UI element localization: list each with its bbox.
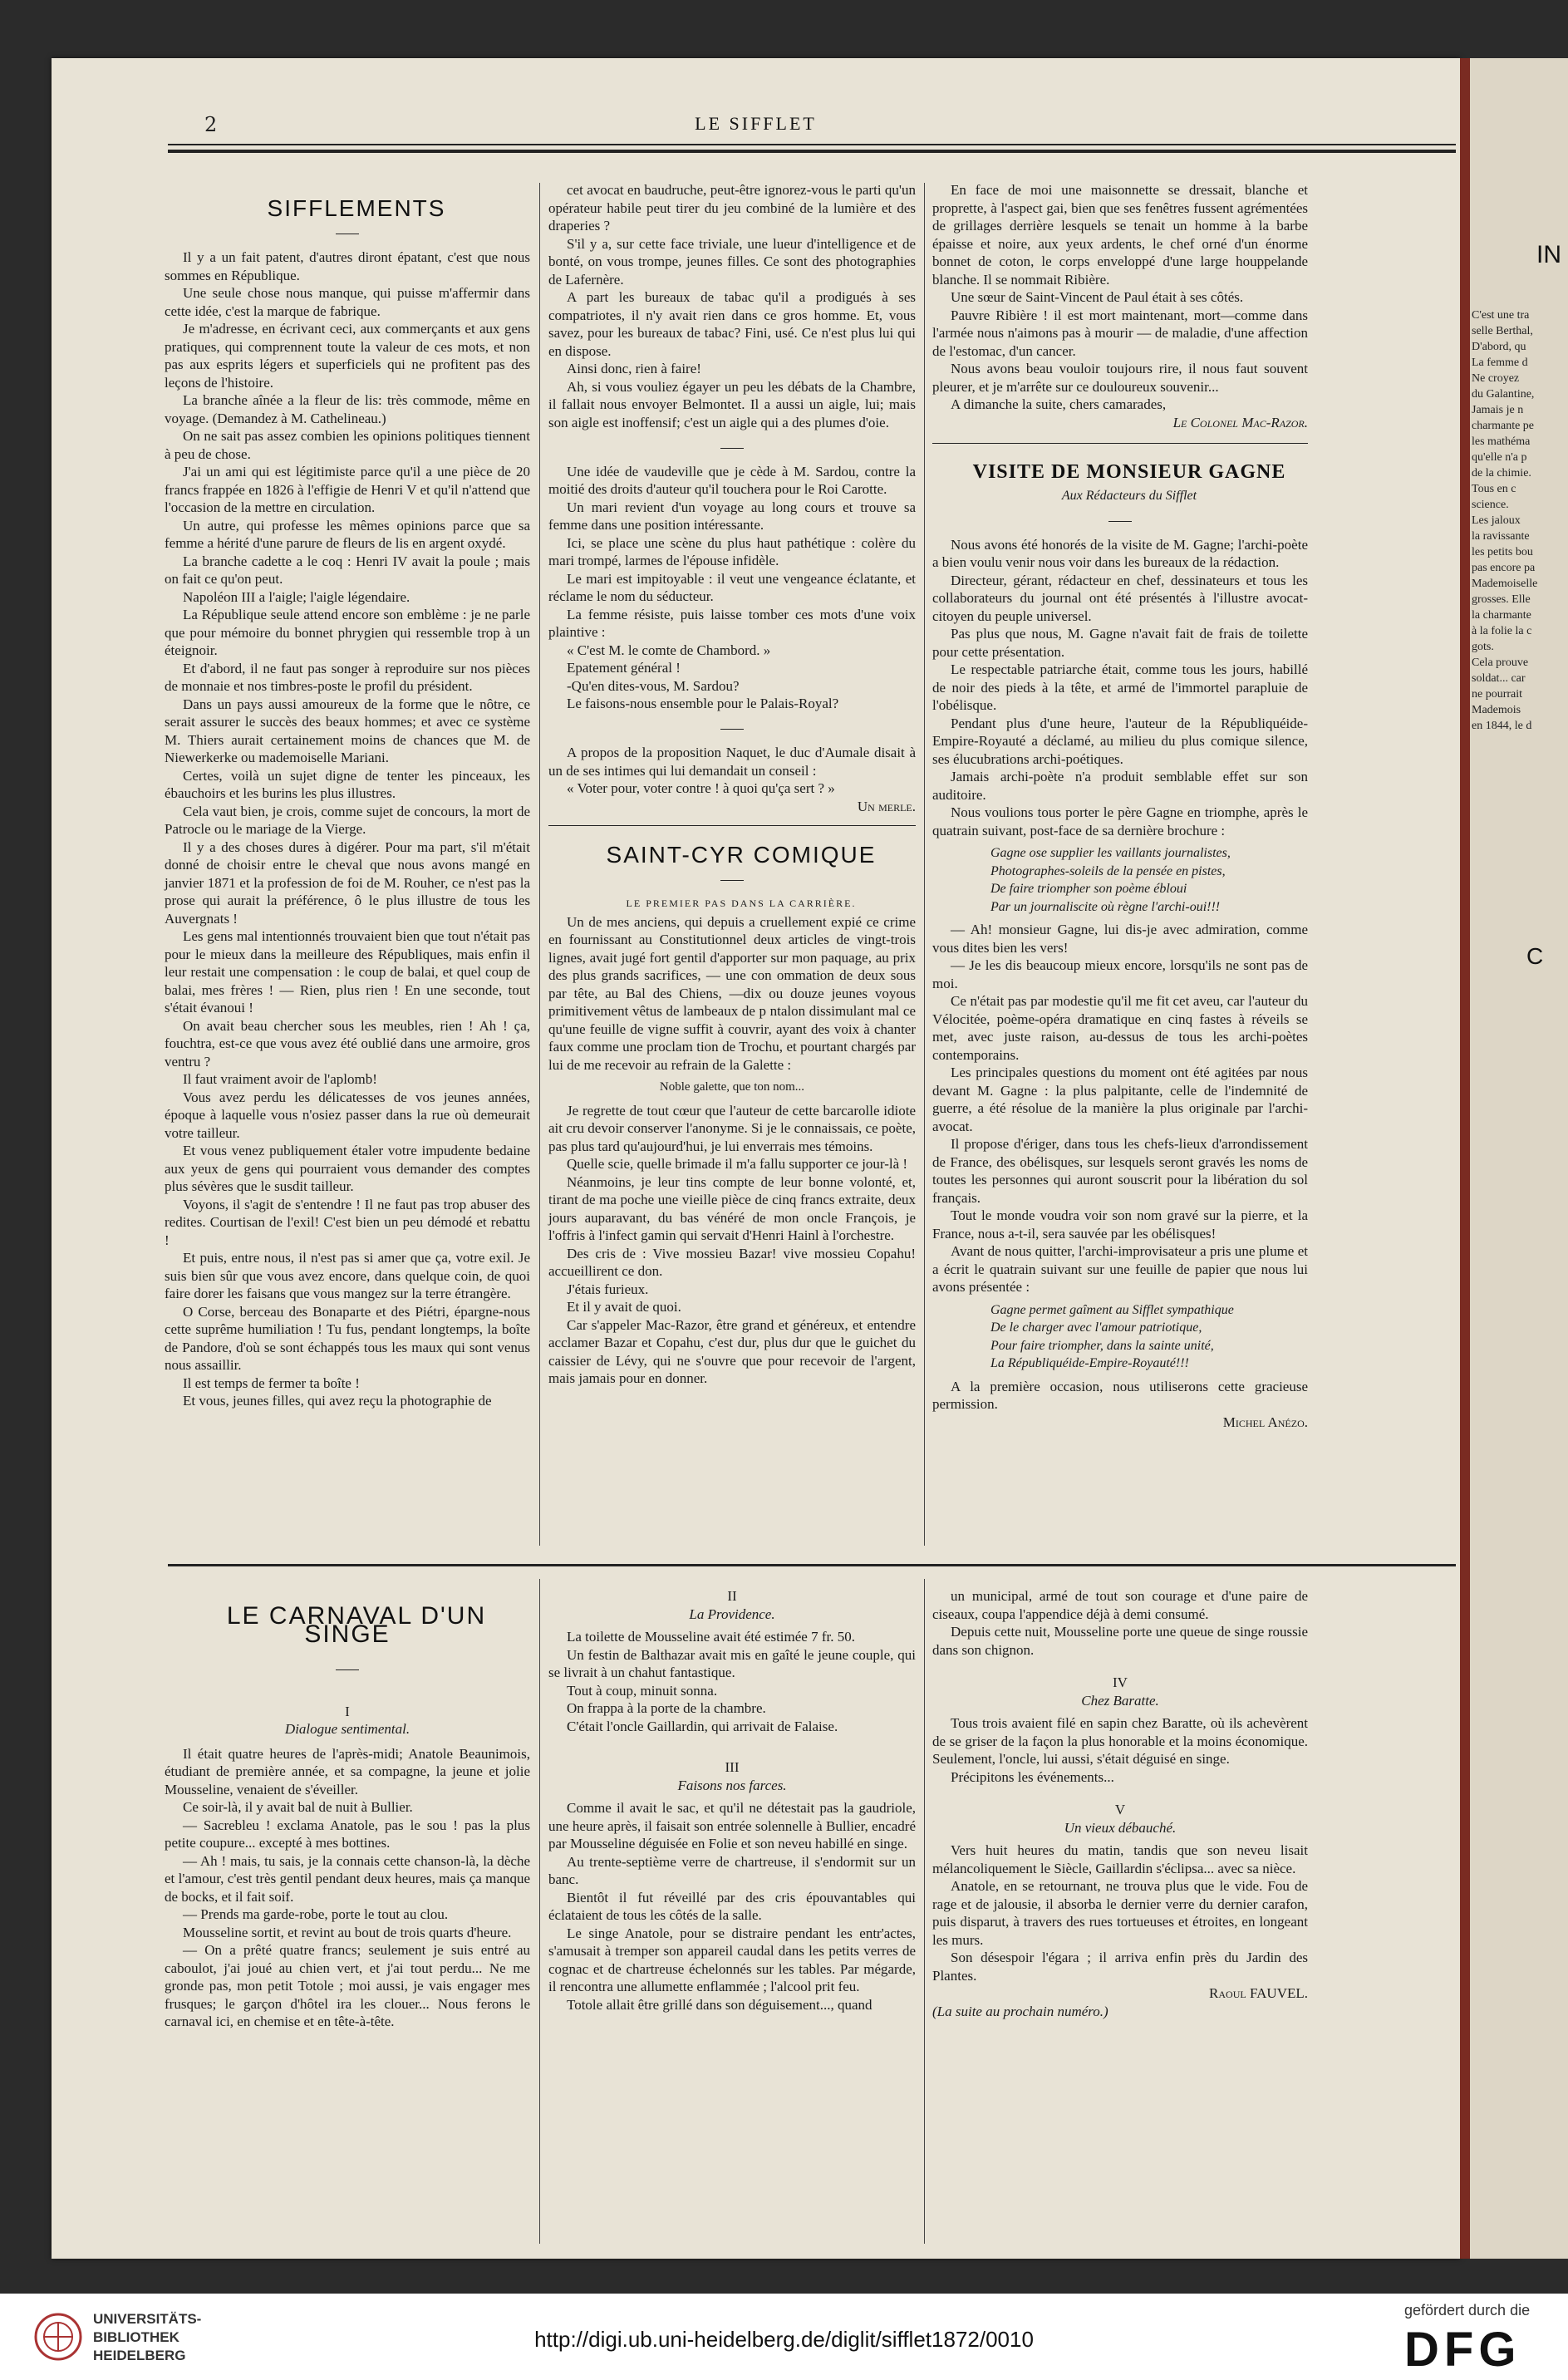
university-name-line: UNIVERSITÄTS- [93,2311,202,2327]
paragraph: Anatole, en se retournant, ne trouva plus que le vide. Fou de rage et de jalousie, il absorba le dernier verre du dernier carafon, puis disparut, à travers des rues tortueuses et étroites, en longeant les murs. [932,1878,1308,1948]
saint-cyr-verse: Noble galette, que ton nom... [659,1080,805,1094]
paragraph: Quelle scie, quelle brimade il m'a fallu supporter ce jour-là ! [567,1156,908,1172]
next-page-edge [1460,58,1568,2259]
paragraph: Voyons, il s'agit de s'entendre ! Il ne faut pas trop abuser des redites. Courtisan de l'exil! C'est bien un peu démodé et rebattu ! [165,1196,530,1248]
paragraph: A propos de la proposition Naquet, le duc d'Aumale disait à un de ses intimes qui lui demandait un conseil : [548,745,916,779]
paragraph: Vers huit heures du matin, tandis que son neveu lisait mélancoliquement le Siècle, Gaillardin s'éclipsa... avec sa nièce. [932,1842,1308,1876]
paragraph: Des cris de : Vive mossieu Bazar! vive mossieu Copahu! accueillirent ce don. [548,1245,916,1279]
part5-text [932,1842,1308,1984]
newspaper-page [52,58,1460,2259]
paragraph: La toilette de Mousseline avait été estimée 7 fr. 50. [567,1629,855,1645]
paragraph: En face de moi une maisonnette se dressait, blanche et proprette, à l'aspect gai, bien que ses fenêtres fussent agrémentées de grillages derrière lesquels se tenait un homme à la barbe épaisse et noire, aux yeux ardents, le chef orné d'un énorme bonnet de coton, le corps enveloppé d'une large houppelande blanche. Il se nommait Ribière. [932,182,1308,288]
right-column [932,181,1308,1431]
column-divider [924,1579,925,2244]
paragraph: Et vous, jeunes filles, qui avez reçu la photographie de [183,1393,492,1409]
paragraph: La branche cadette a le coq : Henri IV avait la poule ; mais on fait ce qu'on peut. [165,553,530,587]
paragraph: cet avocat en baudruche, peut-être ignorez-vous le parti qu'un opérateur habile peut tirer du jeu combiné de la lumière et des draperies ? [548,182,916,234]
saint-cyr-text-a [548,913,916,1074]
paragraph: A la première occasion, nous utiliserons cette gracieuse permission. [932,1378,1308,1412]
part3-number: III [725,1759,740,1775]
part4-text [932,1714,1308,1786]
saint-cyr-heading: SAINT-CYR COMIQUE [606,842,877,868]
paragraph: Et d'abord, il ne faut pas songer à reproduire sur nos pièces de monnaie et nos timbres-poste le profil du président. [165,660,530,694]
masthead-rule-thick [168,150,1456,153]
carnaval-column-2 [548,1587,916,2014]
paragraph: « Voter pour, voter contre ! à quoi qu'ça sert ? » [567,780,835,796]
paragraph: Comme il avait le sac, et qu'il ne détestait pas la gaudriole, une heure après, il faisait son entrée solennelle à Bullier, encadré par Mousseline déguisée en Folie et son neveu habillé en singe. [548,1800,916,1851]
paragraph: J'étais furieux. [567,1281,649,1297]
part5-number: V [1114,1802,1126,1817]
paragraph: Au trente-septième verre de chartreuse, il s'endormit sur un banc. [548,1853,916,1887]
paragraph: Epatement général ! [567,660,681,676]
paragraph: — On a prêté quatre francs; seulement je suis entré au caboulot, j'ai joué au chien vert, et j'ai tout perdu... Ne me gronde pas, mon petit Totole ; moi aussi, je vais engager mes frusques; le garçon d'hôtel ira les clouer... Nous ferons le carnaval ici, en chemise et en tête-à-tête. [165,1942,530,2029]
binding-strip [1460,58,1470,2259]
paragraph: S'il y a, sur cette face triviale, une lueur d'intelligence et de bonté, on vous trompe, jeunes filles. Ce sont des photographies de Lafernère. [548,235,916,288]
paragraph: « C'est M. le comte de Chambord. » [567,642,771,658]
paragraph: Tous trois avaient filé en sapin chez Baratte, où ils achevèrent de se griser de la façon la plus honorable et la moins économique. Seulement, l'oncle, lui aussi, s'était déguisé en singe. [932,1715,1308,1767]
column-divider [539,183,540,1546]
paragraph: Photographes-soleils de la pensée en pistes, [990,863,1226,878]
part2-title: La Providence. [689,1606,775,1622]
separator [548,720,916,738]
paragraph: Dans un pays aussi amoureux de la forme que le nôtre, ce serait assurer le succès des beaux hommes; et avec ce système M. Thiers aurait certainement moins de chances que M. de Niewerkerke ou mademoiselle Mariani. [165,696,530,765]
paragraph: Et il y avait de quoi. [567,1299,681,1315]
paragraph: Napoléon III a l'aigle; l'aigle légendaire. [183,588,410,605]
paragraph: Il était quatre heures de l'après-midi; Anatole Beaunimois, étudiant de première année, et sa compagne, la jeune et jolie Mousseline, venaient de s'éveiller. [165,1745,530,1797]
paragraph: O Corse, berceau des Bonaparte et des Piétri, épargne-nous cette suprême humiliation ! Tu fus, pendant longtemps, la boîte de Pandore, d'où se sont échappés tous les maux qui sont venus nous assaillir. [165,1303,530,1373]
section-rule [548,825,916,826]
paragraph: Ainsi donc, rien à faire! [567,361,701,376]
paragraph: Il y a des choses dures à digérer. Pour ma part, s'il m'était donné de choisir entre le cheval que nous avons mangé en janvier 1871 et la profession de foi de M. Rouher, ce n'est pas la prose qui aurait la préférence, ô le plus illustre de tous les Auvergnats ! [165,838,530,927]
signature-merle: Un merle. [857,798,916,814]
paragraph: — Sacrebleu ! exclama Anatole, pas le sou ! pas la plus petite coupure... excepté à mes bottines. [165,1817,530,1851]
paragraph: J'ai un ami qui est légitimiste parce qu'il a une pièce de 20 francs frappée en 1826 à l'effigie de Henri V et qu'il n'attend que l'occasion de la mettre en circulation. [165,464,530,515]
paragraph: A dimanche la suite, chers camarades, [951,396,1167,412]
paragraph: Il est temps de fermer ta boîte ! [183,1374,360,1391]
paragraph: Pendant plus d'une heure, l'auteur de la Républiquéide-Empire-Royauté a déclamé, au milieu du plus comique silence, ses élucubrations archi-poétiques. [932,715,1308,767]
paragraph: Bientôt il fut réveillé par des cris épouvantables qui éclataient de tous les côtés de la salle. [548,1889,916,1923]
paragraph: — Prends ma garde-robe, porte le tout au clou. [183,1906,449,1922]
paragraph: Mousseline sortit, et revint au bout de trois quarts d'heure. [183,1924,512,1940]
paragraph: Une seule chose nous manque, qui puisse m'affermir dans cette idée, c'est la marque de fabrique. [165,285,530,319]
paragraph: Depuis cette nuit, Mousseline porte une queue de singe roussie dans son chignon. [932,1624,1308,1658]
sifflements-heading: SIFFLEMENTS [267,195,446,221]
paragraph: La femme résiste, puis laisse tomber ces mots d'une voix plaintive : [548,606,916,640]
paragraph: A part les bureaux de tabac qu'il a prodigués à ses compatriotes, il n'y avait rien dans ce gros homme. Et, vous savez, pour les bureaux de tabac? Fini, usé. Ce n'est plus lui qui en dispose. [548,289,916,359]
separator [548,871,916,889]
masthead-rule [168,144,1456,145]
paragraph: Son désespoir l'égara ; il arriva enfin près du Jardin des Plantes. [932,1950,1308,1984]
paragraph: Avant de nous quitter, l'archi-improvisateur a pris une plume et a écrit le quatrain suivant sur une feuille de papier que nous lui avons présentée : [932,1243,1308,1295]
sifflements-body [165,248,530,1410]
paragraph: Je regrette de tout cœur que l'auteur de cette barcarolle idiote ait cru devoir conserver l'anonyme. Si je le connaissais, ce poète, pas plus tard qu'aujourd'hui, je lui enverrais mes témoins. [548,1102,916,1154]
separator [548,438,916,456]
paragraph: La Républiquéide-Empire-Royauté!!! [990,1356,1189,1370]
paragraph: Nous voulions tous porter le père Gagne en triomphe, après le quatrain suivant, post-face de sa dernière brochure : [932,804,1308,838]
paragraph: Par un journaliscite où règne l'archi-oui!!! [990,899,1221,914]
next-page-heading-fragment: C [1526,943,1544,969]
paragraph: Il faut vraiment avoir de l'aplomb! [183,1071,377,1087]
carnaval-column-3 [932,1587,1308,2020]
signature-anezo: Michel Anézo. [1222,1414,1308,1430]
paragraph: Un autre, qui professe les mêmes opinions parce que sa femme a hérité d'une parure de fleurs de lis en argent oxydé. [165,517,530,551]
paragraph: Le singe Anatole, pour se distraire pendant les entr'actes, s'amusait à tremper son appareil caudal dans les petits verres de cognac et de chartreuse échelonnés sur les tables. Par mégarde, il rencontra une allumette enflammée ; l'alcool prit feu. [548,1925,916,1994]
paragraph: Et vous venez publiquement étaler votre impudente bedaine aux yeux de gens qui pourraient vous demander des comptes plus sévères que le susdit tailleur. [165,1143,530,1194]
paragraph: Car s'appeler Mac-Razor, être grand et généreux, et entendre acclamer Bazar et Copahu, c'est dur, plus dur que le guichet du caissier de Lévy, qui ne s'ouvre que pour recevoir de l'argent, mais jamais pour en donner. [548,1316,916,1386]
next-page-text-fragment: C'est une tra selle Berthal, D'abord, qu La femme d Ne croyez du Galantine, Jamais je n charmante pe les mathéma qu'elle n'a p de la chimie. Tous en c science. Les jaloux la ravissante les petits bou pas encore pa Mademoiselle grosses. Elle la charmante à la folie la c gots. Cela prouve soldat... car ne pourrait Mademois en 1844, le d [1472,309,1538,732]
part3-text [548,1799,916,2014]
gagne-verse-b [932,1301,1308,1373]
paragraph: La République seule attend encore son emblème : je ne parle que pour mémoire du bonnet phrygien qui ressemble trop à un éteignoir. [165,607,530,658]
paragraph: Ce n'était pas par modestie qu'il me fit cet aveu, car l'auteur du Vélocitée, poème-opéra dramatique en cinq fastes à réveils se met, avec juste raison, au-dessus de tous les archi-poètes contemporains. [932,993,1308,1063]
paragraph: Certes, voilà un sujet digne de tenter les pinceaux, les ébauchoirs et les burins les plus illustres. [165,767,530,801]
paragraph: Tout le monde voudra voir son nom gravé sur la pierre, et la France, nous a-t-il, sera sauvée par les obélisques! [932,1207,1308,1242]
paragraph: -Qu'en dites-vous, M. Sardou? [567,677,740,694]
library-footer [0,2294,1568,2380]
paragraph: Directeur, gérant, rédacteur en chef, dessinateurs et tous les collaborateurs du journal ont été présentés à l'illustre avocat-citoyen du peuple universel. [932,572,1308,624]
part2-number: II [727,1588,737,1604]
gagne-heading: VISITE DE MONSIEUR GAGNE [972,461,1286,483]
gagne-text-c [932,1378,1308,1414]
gagne-text-b [932,921,1308,1296]
part4-title: Chez Baratte. [1081,1692,1159,1709]
paragraph: Le faisons-nous ensemble pour le Palais-Royal? [567,696,839,711]
gagne-verse-a [932,844,1308,916]
right-column-text-a [932,181,1308,414]
paragraph: La branche aînée a la fleur de lis: très commode, même en voyage. (Demandez à M. Cathelineau.) [165,392,530,426]
paragraph: On ne sait pas assez combien les opinions politiques tiennent à peu de chose. [165,428,530,462]
part5-title: Un vieux débauché. [1064,1819,1177,1836]
story-divider [168,1564,1456,1566]
paragraph: un municipal, armé de tout son courage et d'une paire de ciseaux, coupa l'appendice déjà à demi consumé. [932,1588,1308,1622]
page-number: 2 [204,113,218,136]
paragraph: Il propose d'ériger, dans tous les chefs-lieux d'arrondissement de France, des obélisques, sur lesquels seront gravés les noms de toutes les personnes qui auront souscrit pour la libération du sol français. [932,1136,1308,1206]
paragraph: Les principales questions du moment ont été agitées par nous devant M. Gagne : la plus palpitante, celle de l'indemnité de guerre, a été résolue de la manière la plus originale par l'archi-avocat. [932,1065,1308,1134]
paragraph: Et puis, entre nous, il n'est pas si amer que ça, votre exil. Je suis bien sûr que vous avez encore, dans quelque coin, de quoi faire dorer les faisans que vous mangez sur la terre étrangère. [165,1250,530,1301]
separator [165,1660,530,1678]
part2-text [548,1628,916,1735]
university-name-line: HEIDELBERG [93,2348,186,2363]
signature-mac-razor: Le Colonel Mac-Razor. [1172,414,1308,430]
paragraph: Un festin de Balthazar avait mis en gaîté le jeune couple, qui se livrait à un chahut fantastique. [548,1646,916,1680]
paragraph: Le respectable patriarche était, comme tous les jours, habillé de noir des pieds à la tête, et armé de l'immortel parapluie de l'obélisque. [932,661,1308,713]
next-page-title-fragment: IN [1536,241,1561,268]
column-divider [924,183,925,1546]
paragraph: Le mari est impitoyable : il veut une vengeance éclatante, et réclame le nom du séducteur. [548,570,916,604]
middle-column-text-b [548,463,916,713]
carnaval-column-1 [165,1587,530,2031]
separator [165,224,530,243]
part1-title: Dialogue sentimental. [284,1721,410,1737]
paragraph: Tout à coup, minuit sonna. [567,1682,718,1699]
paragraph: Ce soir-là, il y avait bal de nuit à Bullier. [183,1799,413,1815]
paragraph: On avait beau chercher sous les meubles, rien ! Ah ! ça, fouchtra, est-ce que vous avez été oublié dans une armoire, gros ventru ? [165,1017,530,1070]
paragraph: De le charger avec l'amour patriotique, [990,1320,1202,1335]
paragraph: Un de mes anciens, qui depuis a cruellement expié ce crime en fournissant au Constitutionnel deux articles de vingt-trois lignes, avait jugé fort gentil d'apporter sur mon paquage, au prix des plus grands sacrifices, — une con ommation de deux sous par tête, au Bal des Chiens, —dix ou douze jeunes voyous primitivement vêtus de lambeaux de p ntalon dissimulant mal ce qu'une feuille de vigne suffit à couvrir, ayant des voix à chanter faux comme une proclam tion de Trochu, et pourtant chargés par lui de me recevoir au refrain de la Galette : [548,913,916,1073]
source-url-link[interactable]: http://digi.ub.uni-heidelberg.de/diglit/sifflet1872/0010 [534,2327,1034,2352]
gagne-subheading: Aux Rédacteurs du Sifflet [1061,488,1197,503]
paragraph: Nous avons beau vouloir toujours rire, il nous faut souvent pleurer, et je m'arrête sur ce douloureux souvenir... [932,361,1308,395]
part3-continued [932,1587,1308,1659]
saint-cyr-subheading: LE PREMIER PAS DANS LA CARRIÈRE. [626,897,857,909]
part1-text [165,1745,530,2031]
part4-number: IV [1113,1674,1128,1690]
paragraph: Gagne ose supplier les vaillants journalistes, [990,846,1231,860]
paragraph: Un mari revient d'un voyage au long cours et trouve sa femme dans une position intéressante. [548,499,916,533]
paragraph: Précipitons les événements... [951,1768,1114,1785]
saint-cyr-text-b [548,1102,916,1388]
column-divider [539,1579,540,2244]
middle-column-text-a [548,181,916,431]
section-rule [932,443,1308,444]
carnaval-heading: LE CARNAVAL D'UN SINGE [226,1602,487,1648]
gagne-text-a [932,536,1308,840]
paragraph: Totole allait être grillé dans son déguisement..., quand [567,1996,872,2013]
paragraph: Ici, se place une scène du plus haut pathétique : colère du mari trompé, larmes de l'épouse infidèle. [548,534,916,568]
separator [932,511,1308,529]
paragraph: Les gens mal intentionnés trouvaient bien que tout n'était pas pour le mieux dans la meilleure des Républiques, mais enfin il leur restait une compensation : le coup de balai, et quel coup de balai, mes frères ! — Rien, plus rien ! En une seconde, tout s'était évanoui ! [165,928,530,1015]
paragraph: Pas plus que nous, M. Gagne n'avait fait de frais de toilette pour cette présentation. [932,626,1308,660]
middle-column-text-c [548,744,916,798]
paragraph: — Ah! monsieur Gagne, lui dis-je avec admiration, comme vous dites bien les vers! [932,922,1308,956]
part1-number: I [345,1703,350,1719]
paragraph: Cela vaut bien, je crois, comme sujet de concours, la mort de Patrocle ou le mariage de la Vierge. [165,803,530,837]
paragraph: Gagne permet gaîment au Sifflet sympathique [990,1302,1234,1317]
paragraph: Néanmoins, je leur tins compte de leur bonne volonté, et, tirant de ma poche une vieille pièce de cinq francs extraite, deux jours auparavant, du bas vénéré de mon oncle François, je l'offris à l'infect gamin qui servait d'Henri Hainl à l'orchestre. [548,1173,916,1243]
paragraph: De faire triompher son poème ébloui [990,882,1187,896]
paragraph: Pour faire triompher, dans la sainte unité, [990,1338,1214,1353]
paragraph: Pauvre Ribière ! il est mort maintenant, mort—comme dans l'armée nous n'aimons pas à mourir — de maladie, d'une affection de l'estomac, d'un cancer. [932,307,1308,359]
middle-column [548,181,916,1388]
paragraph: Je m'adresse, en écrivant ceci, aux commerçants et aux gens pratiques, qui comprennent toute la valeur de ces mots, et non pas aux esprits légers et superficiels qui ne profitent pas des leçons de l'histoire. [165,321,530,391]
masthead-title: LE SIFFLET [695,113,817,134]
sifflements-column [165,195,530,1410]
paragraph: Jamais archi-poète n'a produit semblable effet sur son auditoire. [932,769,1308,803]
funded-by-label: gefördert durch die [1404,2302,1531,2319]
paragraph: Nous avons été honorés de la visite de M. Gagne; l'archi-poète a bien voulu venir nous voir dans les bureaux de la rédaction. [932,536,1308,570]
paragraph: Une idée de vaudeville que je cède à M. Sardou, contre la moitié des droits d'auteur qu'il touchera pour le Roi Carotte. [548,463,916,497]
signature-fauvel: Raoul FAUVEL. [1209,1985,1308,2001]
to-be-continued: (La suite au prochain numéro.) [932,2003,1108,2019]
paragraph: Il y a un fait patent, d'autres diront épatant, c'est que nous sommes en République. [165,249,530,283]
part3-title: Faisons nos farces. [677,1777,787,1793]
university-name-line: BIBLIOTHEK [93,2329,179,2345]
paragraph: Ah, si vous vouliez égayer un peu les débats de la Chambre, il fallait nous envoyer Belmontet. Il a aussi un aigle, lui; mais son aigle est inoffensif; c'est un aigle qui a des plumes d'oie. [548,378,916,430]
dfg-logo: DFG [1404,2323,1521,2377]
paragraph: — Ah ! mais, tu sais, je la connais cette chanson-là, la dèche et l'amour, c'est très gentil pendant deux heures, mais ça manque de bocks, et il fait soif. [165,1852,530,1905]
paragraph: Une sœur de Saint-Vincent de Paul était à ses côtés. [951,289,1244,305]
paragraph: — Je les dis beaucoup mieux encore, lorsqu'ils ne sont pas de moi. [932,957,1308,991]
paragraph: On frappa à la porte de la chambre. [567,1700,766,1716]
paragraph: C'était l'oncle Gaillardin, qui arrivait de Falaise. [567,1718,838,1734]
paragraph: Vous avez perdu les délicatesses de vos jeunes années, époque à laquelle vous n'osiez passer dans la rue où demeurait votre tailleur. [165,1089,530,1141]
